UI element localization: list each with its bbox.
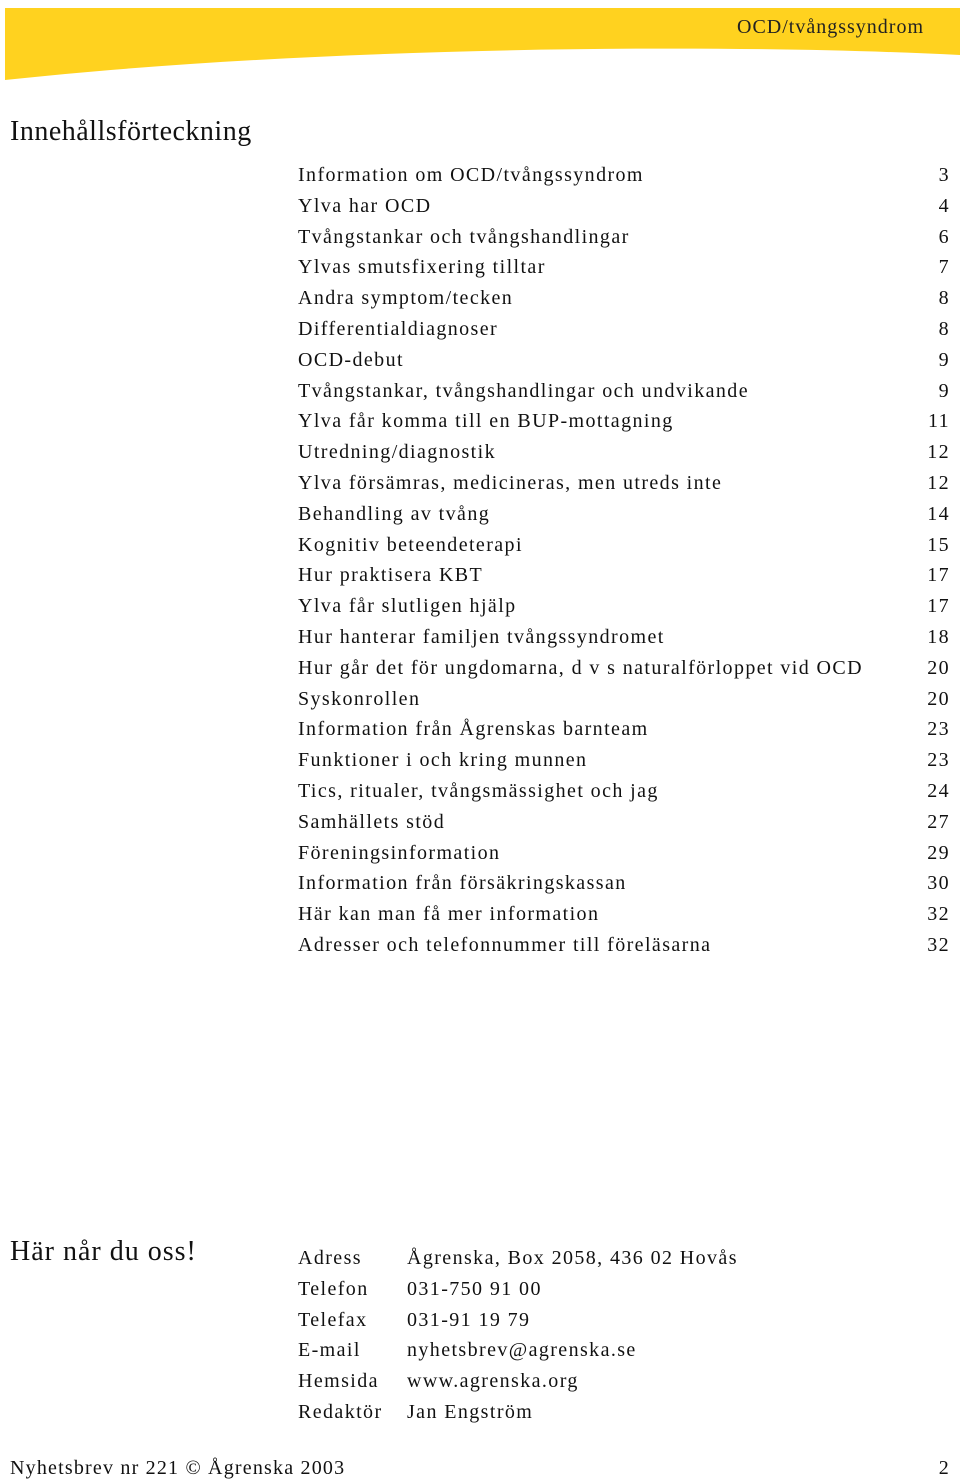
contact-label: Telefax bbox=[298, 1308, 368, 1331]
toc-entry bbox=[298, 283, 950, 314]
toc-entry-page: 24 bbox=[927, 779, 950, 802]
toc-entry-title: Ylva har OCD bbox=[298, 194, 432, 217]
toc-entry bbox=[298, 252, 950, 283]
contact-label: E-mail bbox=[298, 1339, 361, 1362]
toc-entry bbox=[298, 930, 950, 961]
header-banner bbox=[0, 0, 960, 90]
contact-row bbox=[298, 1397, 738, 1428]
contact-value: nyhetsbrev@agrenska.se bbox=[407, 1339, 637, 1362]
toc-heading: Innehållsförteckning bbox=[10, 116, 252, 147]
table-of-contents bbox=[298, 160, 950, 961]
contact-row bbox=[298, 1305, 738, 1336]
toc-entry-title: Föreningsinformation bbox=[298, 841, 501, 864]
toc-entry-page: 17 bbox=[927, 595, 950, 618]
toc-entry-page: 12 bbox=[927, 471, 950, 494]
toc-entry-title: Adresser och telefonnummer till föreläsarna bbox=[298, 933, 712, 956]
toc-entry-title: Samhällets stöd bbox=[298, 810, 446, 833]
toc-entry-page: 14 bbox=[927, 502, 950, 525]
toc-entry bbox=[298, 406, 950, 437]
contact-value: 031-91 19 79 bbox=[407, 1308, 531, 1331]
toc-entry-page: 4 bbox=[938, 194, 950, 217]
toc-entry bbox=[298, 899, 950, 930]
toc-entry-title: Utredning/diagnostik bbox=[298, 441, 496, 464]
toc-entry bbox=[298, 530, 950, 561]
toc-entry bbox=[298, 807, 950, 838]
banner-title: OCD/tvångssyndrom bbox=[737, 16, 924, 38]
toc-entry-title: Information från Ågrenskas barnteam bbox=[298, 718, 649, 741]
toc-entry bbox=[298, 838, 950, 869]
toc-entry-page: 29 bbox=[927, 841, 950, 864]
footer-page-number: 2 bbox=[938, 1457, 950, 1479]
toc-entry-title: Ylva får komma till en BUP-mottagning bbox=[298, 410, 674, 433]
toc-entry-page: 8 bbox=[938, 317, 950, 340]
toc-entry bbox=[298, 222, 950, 253]
toc-entry bbox=[298, 499, 950, 530]
toc-entry-page: 18 bbox=[927, 625, 950, 648]
toc-entry bbox=[298, 437, 950, 468]
toc-entry-title: Tvångstankar, tvångshandlingar och undvikande bbox=[298, 379, 749, 402]
toc-entry-title: Hur praktisera KBT bbox=[298, 564, 484, 587]
toc-entry-page: 9 bbox=[938, 348, 950, 371]
toc-entry-page: 30 bbox=[927, 872, 950, 895]
contact-row bbox=[298, 1243, 738, 1274]
toc-entry-title: Här kan man få mer information bbox=[298, 903, 600, 926]
toc-entry-title: Ylva får slutligen hjälp bbox=[298, 595, 517, 618]
contact-label: Hemsida bbox=[298, 1370, 379, 1393]
footer bbox=[10, 1457, 950, 1480]
toc-entry-title: Hur går det för ungdomarna, d v s naturalförloppet vid OCD bbox=[298, 656, 863, 679]
toc-entry-page: 23 bbox=[927, 718, 950, 741]
toc-entry bbox=[298, 653, 950, 684]
toc-entry bbox=[298, 468, 950, 499]
toc-entry bbox=[298, 714, 950, 745]
contact-details bbox=[298, 1243, 738, 1428]
toc-entry bbox=[298, 776, 950, 807]
contact-value: www.agrenska.org bbox=[407, 1370, 579, 1393]
toc-entry bbox=[298, 560, 950, 591]
toc-entry-page: 8 bbox=[938, 287, 950, 310]
toc-entry bbox=[298, 684, 950, 715]
toc-entry-page: 12 bbox=[927, 441, 950, 464]
banner-swoosh bbox=[0, 0, 960, 90]
toc-entry-title: Behandling av tvång bbox=[298, 502, 491, 525]
toc-entry bbox=[298, 160, 950, 191]
footer-publication: Nyhetsbrev nr 221 © Ågrenska 2003 bbox=[10, 1457, 346, 1479]
toc-entry-title: Differentialdiagnoser bbox=[298, 317, 499, 340]
toc-entry-page: 27 bbox=[927, 810, 950, 833]
toc-entry-title: Ylvas smutsfixering tilltar bbox=[298, 256, 546, 279]
contact-label: Telefon bbox=[298, 1277, 369, 1300]
toc-entry-title: Funktioner i och kring munnen bbox=[298, 749, 588, 772]
contact-row bbox=[298, 1366, 738, 1397]
toc-entry-page: 23 bbox=[927, 749, 950, 772]
contact-value: 031-750 91 00 bbox=[407, 1277, 542, 1300]
toc-entry bbox=[298, 745, 950, 776]
contact-row bbox=[298, 1274, 738, 1305]
toc-entry-title: Information om OCD/tvångssyndrom bbox=[298, 164, 644, 186]
toc-entry-title: Andra symptom/tecken bbox=[298, 287, 514, 310]
toc-entry bbox=[298, 376, 950, 407]
toc-entry bbox=[298, 345, 950, 376]
toc-entry-page: 17 bbox=[927, 564, 950, 587]
toc-entry bbox=[298, 622, 950, 653]
toc-entry-page: 15 bbox=[927, 533, 950, 556]
toc-entry-title: Tics, ritualer, tvångsmässighet och jag bbox=[298, 779, 659, 802]
contact-heading: Här når du oss! bbox=[10, 1236, 197, 1267]
toc-entry-title: Information från försäkringskassan bbox=[298, 872, 627, 895]
toc-entry bbox=[298, 868, 950, 899]
toc-entry-page: 20 bbox=[927, 656, 950, 679]
toc-entry-page: 11 bbox=[927, 410, 950, 433]
toc-entry-page: 32 bbox=[927, 933, 950, 956]
toc-entry-title: Ylva försämras, medicineras, men utreds inte bbox=[298, 471, 723, 494]
contact-value: Jan Engström bbox=[407, 1400, 534, 1423]
toc-entry-title: OCD-debut bbox=[298, 348, 404, 371]
toc-entry-title: Kognitiv beteendeterapi bbox=[298, 533, 523, 556]
toc-entry bbox=[298, 191, 950, 222]
toc-entry-page: 3 bbox=[938, 164, 950, 186]
toc-entry-page: 6 bbox=[938, 225, 950, 248]
contact-label: Adress bbox=[298, 1247, 362, 1269]
contact-value: Ågrenska, Box 2058, 436 02 Hovås bbox=[407, 1247, 738, 1269]
contact-label: Redaktör bbox=[298, 1400, 383, 1423]
toc-entry-title: Hur hanterar familjen tvångssyndromet bbox=[298, 625, 665, 648]
toc-entry-page: 7 bbox=[938, 256, 950, 279]
toc-entry-page: 9 bbox=[938, 379, 950, 402]
toc-entry bbox=[298, 591, 950, 622]
contact-row bbox=[298, 1335, 738, 1366]
toc-entry-title: Syskonrollen bbox=[298, 687, 421, 710]
toc-entry-page: 20 bbox=[927, 687, 950, 710]
toc-entry-title: Tvångstankar och tvångshandlingar bbox=[298, 225, 630, 248]
toc-entry bbox=[298, 314, 950, 345]
toc-entry-page: 32 bbox=[927, 903, 950, 926]
